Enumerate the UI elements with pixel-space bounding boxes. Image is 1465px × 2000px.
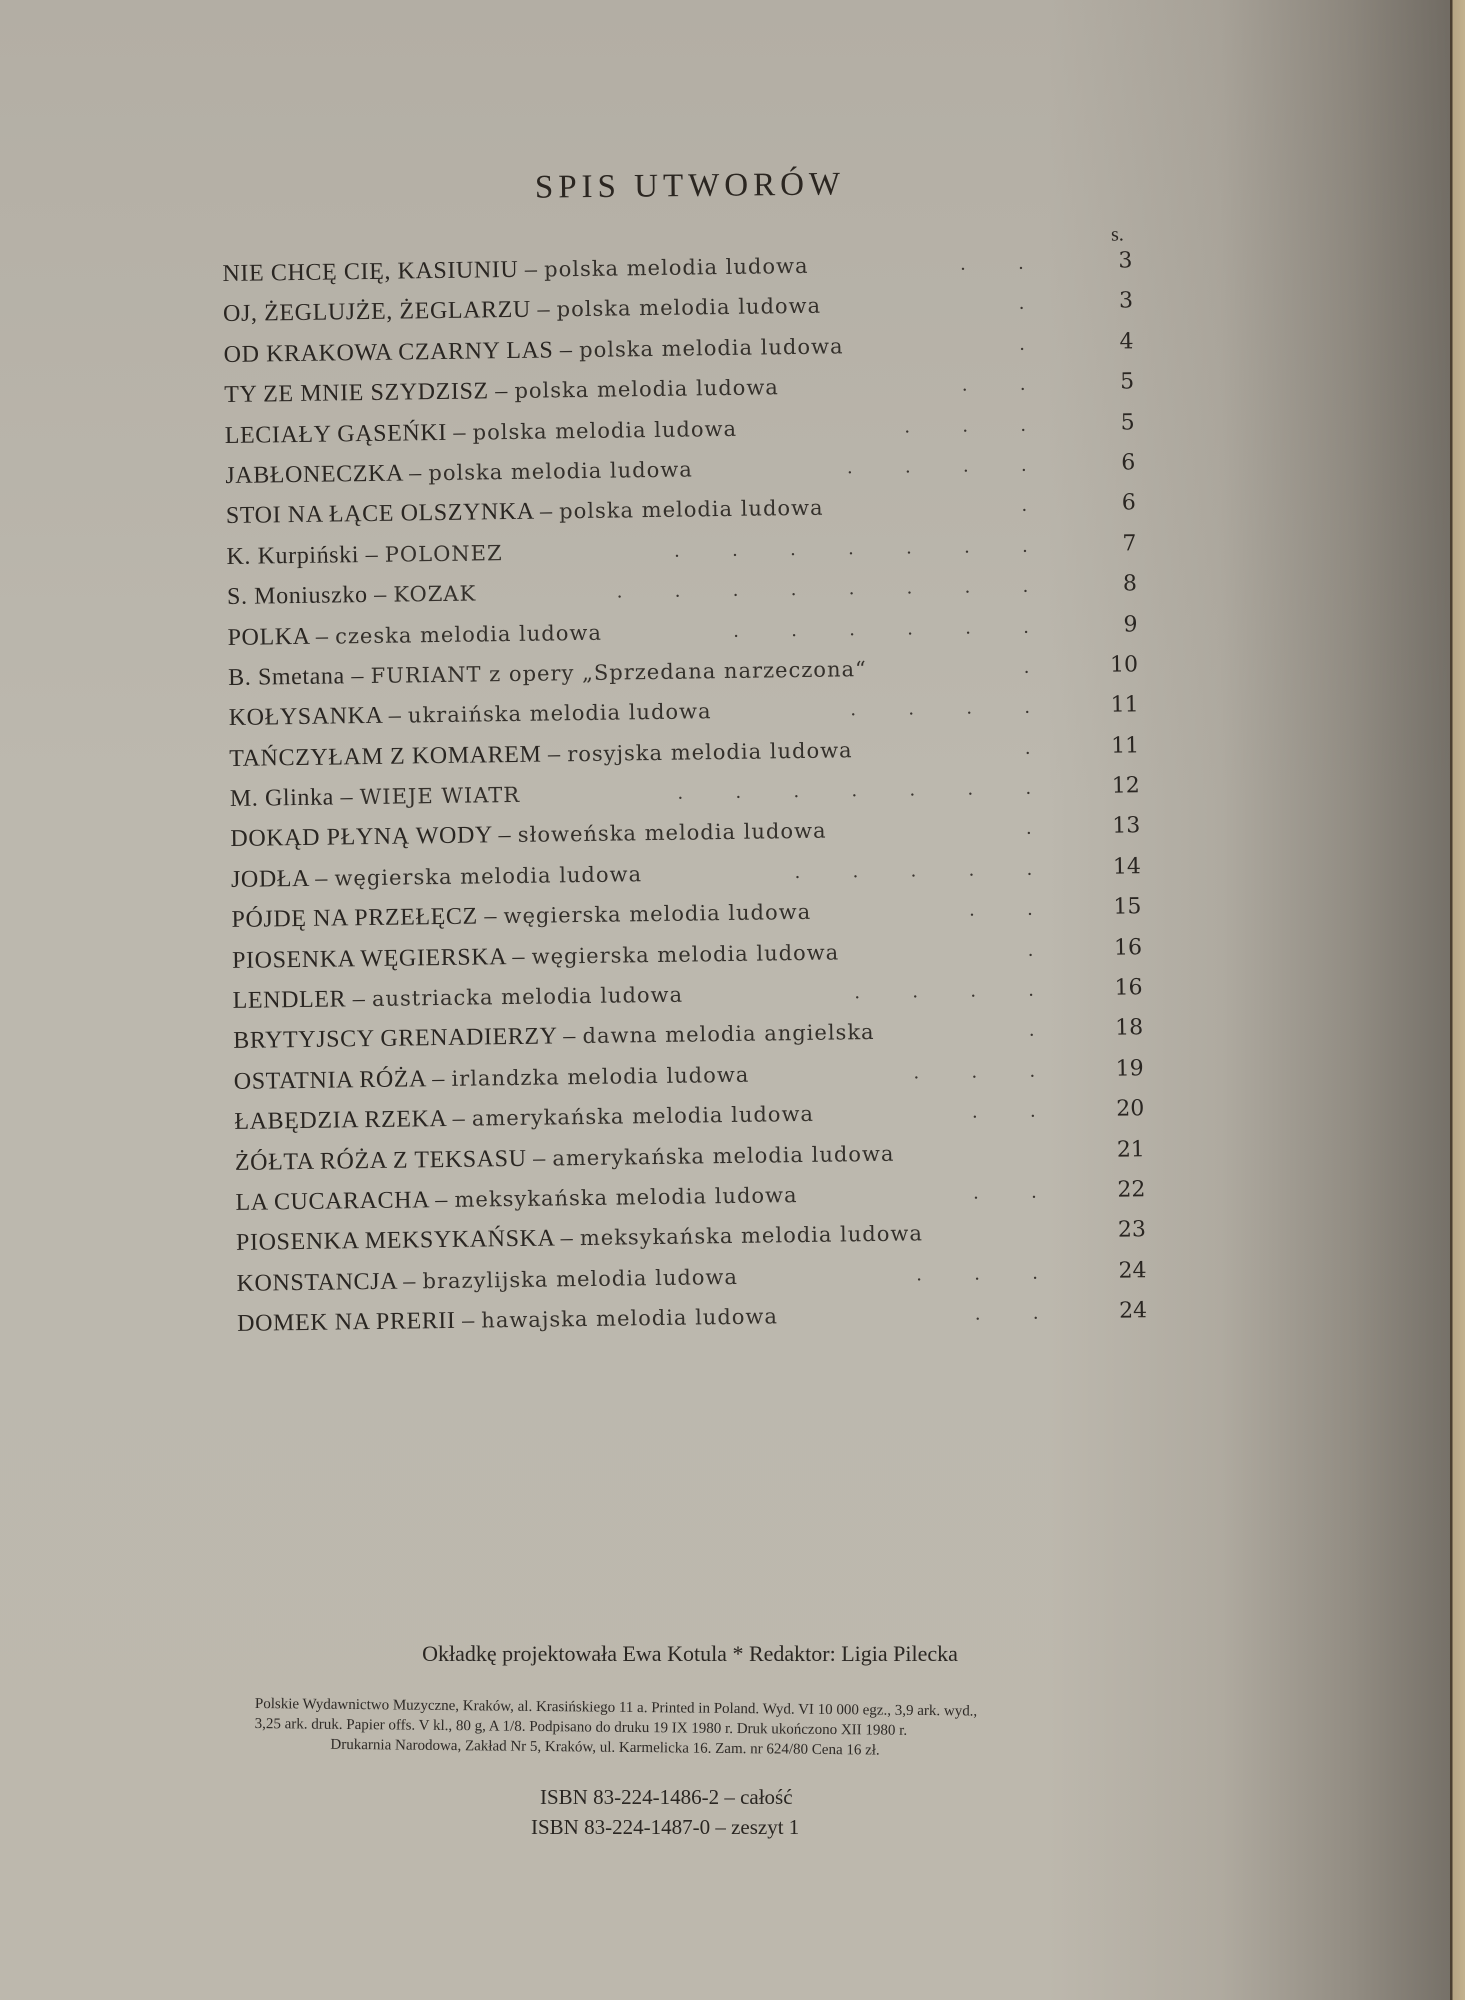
- toc-entry-text: [227, 612, 602, 657]
- toc-entry-title: DOMEK NA PRERII: [237, 1308, 456, 1338]
- toc-entry-description: dawna melodia angielska: [582, 1020, 875, 1049]
- toc-entry-text: [237, 1297, 778, 1345]
- toc-entry-description: POLONEZ: [384, 540, 503, 567]
- toc-entry-description: amerykańska melodia ludowa: [552, 1141, 895, 1171]
- toc-page-number: 8: [1122, 571, 1138, 597]
- toc-page-number: 3: [1118, 248, 1133, 274]
- toc-page-number: 5: [1119, 369, 1135, 395]
- toc-entry-title: LA CUCARACHA: [235, 1187, 429, 1216]
- imprint-line-3: Drukarnia Narodowa, Zakład Nr 5, Kraków, ul. Karmelicka 16. Zam. nr 624/80 Cena 16 zł.: [330, 1736, 880, 1759]
- toc-dot-leader: . .: [972, 1099, 1060, 1123]
- toc-entry-title: B. Smetana: [227, 663, 345, 691]
- imprint-line-1: Polskie Wydawnictwo Muzyczne, Kraków, al. Krasińskiego 11 a. Printed in Poland. Wyd. VI 10 000 egz., 3,9 ark. wyd.,: [254, 1695, 978, 1720]
- toc-entry-text: [226, 533, 503, 577]
- toc-dot-leader: . . .: [913, 1059, 1059, 1084]
- toc-entry-description: brazylijska melodia ludowa: [422, 1264, 739, 1294]
- toc-entry-description: meksykańska melodia ludowa: [579, 1221, 924, 1251]
- toc-entry-separator: –: [526, 1145, 553, 1172]
- toc-page-number: 14: [1112, 854, 1142, 880]
- toc-entry-title: S. Moniuszko: [226, 582, 368, 611]
- toc-entry-title: POLKA: [227, 623, 310, 651]
- toc-entry-description: amerykańska melodia ludowa: [471, 1102, 815, 1131]
- isbn-volume: ISBN 83-224-1487-0 – zeszyt 1: [531, 1815, 800, 1839]
- toc-entry-separator: –: [477, 903, 504, 930]
- toc-page-number: 23: [1117, 1217, 1147, 1243]
- toc-entry-text: [228, 692, 711, 739]
- toc-page-number: 12: [1111, 773, 1140, 799]
- toc-entry-title: OJ, ŻEGLUJŻE, ŻEGLARZU: [222, 297, 532, 328]
- toc-entry-title: JODŁA: [230, 865, 309, 893]
- toc-entry-separator: –: [553, 336, 580, 364]
- toc-entry-title: ŁABĘDZIA RZEKA: [234, 1106, 447, 1136]
- toc-entry-description: polska melodia ludowa: [544, 253, 809, 282]
- toc-dot-leader: .: [1018, 291, 1049, 315]
- page-edge: [1450, 0, 1465, 2000]
- toc-entry-separator: –: [425, 1065, 452, 1093]
- toc-page-number: 5: [1120, 409, 1135, 436]
- toc-entry-text: [236, 1257, 738, 1304]
- toc-entry-separator: –: [396, 1268, 423, 1295]
- toc-entry-separator: –: [309, 622, 336, 650]
- credits-line: Okładkę projektowała Ewa Kotula * Redaktor: Ligia Pilecka: [422, 1641, 958, 1666]
- isbn-block: [531, 1782, 800, 1842]
- toc-entry-separator: –: [491, 822, 518, 849]
- toc-entry-description: czeska melodia ludowa: [334, 620, 603, 648]
- toc-page-number: 3: [1118, 288, 1134, 314]
- toc-page-number: 6: [1121, 450, 1136, 476]
- toc-dot-leader: . .: [961, 372, 1050, 396]
- isbn-complete: ISBN 83-224-1486-2 – całość: [540, 1785, 793, 1809]
- toc-entry-description: FURIANT z opery „Sprzedana narzeczona“: [370, 656, 867, 688]
- toc-dot-leader: .: [1023, 655, 1054, 678]
- toc-entry-title: M. Glinka: [229, 784, 335, 813]
- toc-entry-description: węgierska melodia ludowa: [334, 862, 643, 891]
- toc-entry-text: [234, 1055, 750, 1102]
- toc-entry-title: TAŃCZYŁAM Z KOMAREM: [229, 741, 542, 772]
- toc-entry-description: polska melodia ludowa: [472, 416, 738, 445]
- toc-entry-title: LENDLER: [232, 986, 347, 1014]
- toc-entry-title: NIE CHCĘ CIĘ, KASIUNIU: [222, 256, 519, 287]
- toc-entry-separator: –: [308, 865, 335, 892]
- toc-dot-leader: . . . . . . .: [674, 534, 1052, 562]
- toc-entry-separator: –: [556, 1023, 583, 1050]
- toc-dot-leader: .: [1021, 493, 1051, 517]
- toc-dot-leader: . .: [973, 1180, 1061, 1204]
- toc-entry-title: PIOSENKA WĘGIERSKA: [231, 943, 506, 974]
- toc-entry-description: słoweńska melodia ludowa: [517, 819, 827, 848]
- toc-entry-description: austriacka melodia ludowa: [371, 982, 684, 1012]
- toc-entry-separator: –: [346, 986, 373, 1013]
- toc-page-number: 9: [1123, 611, 1138, 637]
- page-title: SPIS UTWORÓW: [534, 166, 846, 206]
- toc-entry-description: węgierska melodia ludowa: [503, 900, 812, 929]
- toc-entry-description: rosyjska melodia ludowa: [567, 737, 853, 766]
- toc-entry-title: KOŁYSANKA: [228, 703, 383, 732]
- toc-entry-title: PÓJDĘ NA PRZEŁĘCZ: [231, 903, 478, 934]
- toc-entry-title: BRYTYJSCY GRENADIERZY: [233, 1023, 557, 1055]
- toc-page-number: 24: [1118, 1257, 1147, 1284]
- toc-dot-leader: . . . .: [854, 978, 1058, 1004]
- toc-dot-leader: .: [1019, 332, 1049, 355]
- toc-entry-description: irlandzka melodia ludowa: [451, 1062, 750, 1091]
- toc-entry-title: K. Kurpiński: [226, 541, 360, 570]
- toc-entry-separator: –: [367, 581, 394, 609]
- toc-entry-separator: –: [344, 662, 371, 690]
- toc-entry-separator: –: [455, 1307, 482, 1335]
- toc-page-number: 15: [1113, 894, 1142, 920]
- toc-page-number: 16: [1113, 934, 1143, 961]
- toc-entry-title: OSTATNIA RÓŻA: [233, 1066, 426, 1095]
- toc-entry-text: [225, 449, 693, 496]
- toc-page-number: 6: [1121, 490, 1136, 516]
- toc-entry-separator: –: [553, 1225, 581, 1252]
- toc-list: [222, 241, 1157, 1344]
- toc-page-number: 4: [1119, 329, 1134, 355]
- toc-entry-title: JABŁONECZKA: [225, 460, 403, 489]
- toc-entry-separator: –: [428, 1186, 455, 1214]
- toc-entry-title: OD KRAKOWA CZARNY LAS: [223, 337, 554, 368]
- toc-entry-separator: –: [445, 1105, 473, 1133]
- toc-entry-title: TY ZE MNIE SZYDZISZ: [224, 378, 489, 409]
- toc-page-number: 11: [1111, 732, 1140, 759]
- toc-page-number: 19: [1115, 1056, 1144, 1082]
- toc-page-number: 11: [1110, 692, 1139, 718]
- toc-entry-description: polska melodia ludowa: [514, 375, 780, 404]
- toc-page-number: 24: [1118, 1298, 1148, 1324]
- toc-page-number: 13: [1112, 813, 1141, 840]
- toc-dot-leader: .: [1029, 1018, 1059, 1042]
- toc-entry-separator: –: [488, 378, 515, 405]
- toc-entry-separator: –: [541, 740, 568, 768]
- toc-entry-description: węgierska melodia ludowa: [531, 940, 840, 969]
- toc-dot-leader: . .: [974, 1301, 1063, 1325]
- toc-page-number: 21: [1116, 1136, 1146, 1163]
- toc-dot-leader: .: [1027, 938, 1058, 961]
- toc-dot-leader: . .: [969, 897, 1057, 921]
- toc-dot-leader: . . . . . .: [733, 614, 1053, 642]
- toc-entry-title: KONSTANCJA: [236, 1268, 397, 1297]
- toc-entry-text: [232, 975, 683, 1021]
- toc-entry-title: PIOSENKA MEKSYKAŃSKA: [235, 1225, 555, 1257]
- toc-entry-description: polska melodia ludowa: [428, 457, 693, 486]
- toc-dot-leader: . . . . . . .: [677, 776, 1055, 804]
- toc-dot-leader: . . . .: [850, 695, 1054, 721]
- toc-entry-separator: –: [505, 943, 532, 970]
- toc-entry-separator: –: [358, 541, 386, 568]
- toc-page-number: 7: [1122, 530, 1137, 557]
- toc-entry-title: LECIAŁY GĄSEŃKI: [224, 419, 448, 449]
- toc-entry-text: [230, 775, 521, 819]
- toc-dot-leader: . . . . . . . .: [616, 574, 1053, 603]
- toc-entry-text: [225, 408, 738, 455]
- toc-entry-text: [227, 574, 477, 617]
- toc-page-number: 22: [1117, 1177, 1146, 1203]
- toc-entry-title: DOKĄD PŁYNĄ WODY: [230, 822, 493, 853]
- toc-entry-title: STOI NA ŁĄCE OLSZYNKA: [225, 499, 534, 530]
- toc-entry-description: meksykańska melodia ludowa: [454, 1183, 798, 1212]
- imprint-line-2: 3,25 ark. druk. Papier offs. V kl., 80 g, A 1/8. Podpisano do druku 19 IX 1980 r. Druk ukończono XII 1980 r.: [254, 1715, 908, 1739]
- toc-dot-leader: . . .: [916, 1261, 1062, 1286]
- toc-page-number: 10: [1109, 652, 1139, 678]
- toc-entry-description: polska melodia ludowa: [556, 294, 822, 322]
- toc-entry-description: polska melodia ludowa: [559, 495, 824, 524]
- toc-entry-description: polska melodia ludowa: [579, 334, 844, 362]
- toc-dot-leader: .: [1025, 736, 1055, 759]
- toc-entry-description: KOZAK: [393, 581, 477, 607]
- toc-entry-title: ŻÓŁTA RÓŻA Z TEKSASU: [234, 1145, 527, 1176]
- toc-dot-leader: . . . . .: [794, 857, 1057, 883]
- toc-entry-description: ukraińska melodia ludowa: [407, 699, 712, 728]
- toc-dot-leader: . . .: [904, 413, 1050, 438]
- toc-dot-leader: . .: [960, 251, 1048, 275]
- page-column-header: s.: [1110, 223, 1125, 246]
- toc-entry-separator: –: [530, 296, 557, 324]
- toc-dot-leader: . . . .: [847, 453, 1051, 479]
- toc-entry-separator: –: [518, 256, 545, 283]
- imprint-block: [254, 1694, 1135, 1763]
- toc-dot-leader: .: [1026, 816, 1056, 840]
- toc-entry-separator: –: [402, 460, 429, 487]
- toc-entry-separator: –: [381, 702, 409, 730]
- toc-page-number: 20: [1116, 1096, 1145, 1122]
- toc-entry-description: hawajska melodia ludowa: [481, 1304, 779, 1333]
- toc-page-number: 16: [1114, 975, 1143, 1001]
- toc-entry-text: [231, 854, 643, 900]
- toc-entry-separator: –: [446, 419, 473, 446]
- toc-entry-separator: –: [333, 784, 360, 811]
- table-of-contents: [222, 223, 1148, 1338]
- toc-page-number: 18: [1114, 1015, 1144, 1042]
- toc-entry-separator: –: [533, 498, 560, 526]
- toc-entry-description: WIEJE WIATR: [359, 782, 521, 810]
